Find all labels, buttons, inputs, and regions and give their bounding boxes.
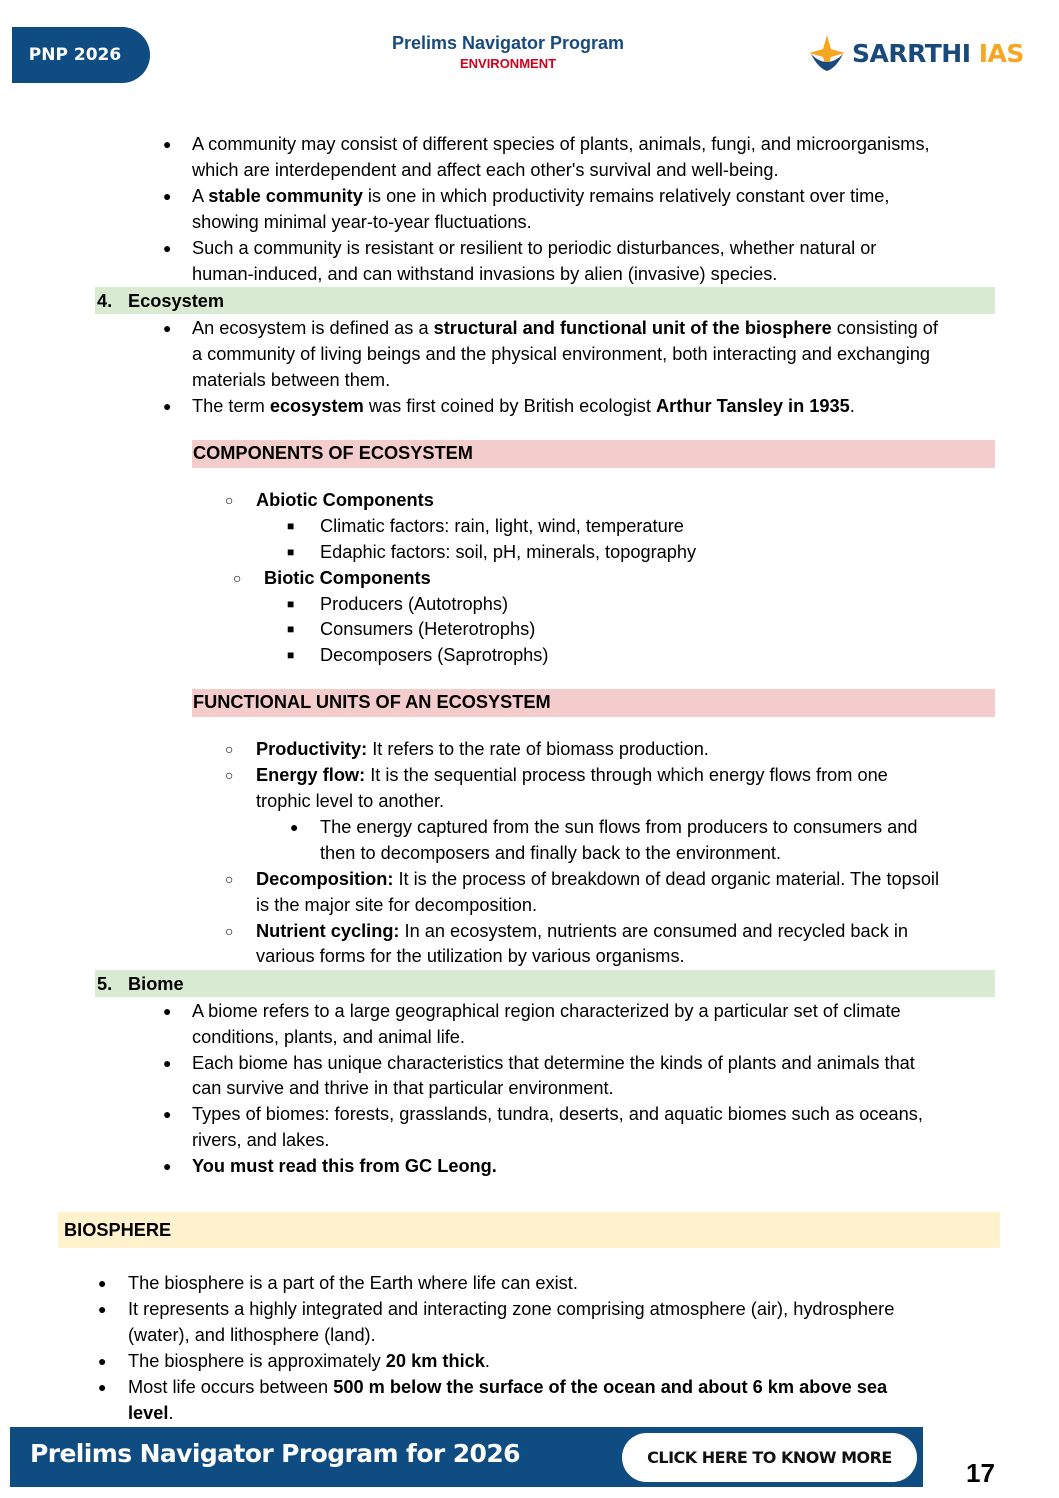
list-item: Consumers (Heterotrophs) (320, 619, 536, 639)
list-item-cont: can survive and thrive in that particular environment. (192, 1078, 614, 1098)
list-item: Most life occurs between 500 m below the surface of the ocean and about 6 km above sea (128, 1377, 888, 1397)
bullet-icon: ● (98, 1353, 107, 1369)
list-item: Productivity: It refers to the rate of biomass production. (256, 739, 709, 759)
bullet-icon: ● (163, 1106, 172, 1122)
list-item: Each biome has unique characteristics that determine the kinds of plants and animals that (192, 1053, 915, 1073)
biome-number: 5. (97, 974, 113, 994)
gc-leong-note: You must read this from GC Leong. (192, 1156, 497, 1176)
know-more-button[interactable]: CLICK HERE TO KNOW MORE (622, 1433, 917, 1482)
list-item-cont: showing minimal year-to-year fluctuations. (192, 212, 532, 232)
list-item: Such a community is resistant or resilient to periodic disturbances, whether natural or (192, 238, 877, 258)
list-item-cont: various forms for the utilization by various organisms. (256, 946, 685, 966)
biosphere-heading-band (58, 1212, 1000, 1248)
badge-text: PNP 2026 (28, 45, 122, 65)
bullet-icon: ● (163, 136, 172, 152)
list-item-cont: conditions, plants, and animal life. (192, 1027, 465, 1047)
ecosystem-number: 4. (97, 291, 113, 311)
components-heading: COMPONENTS OF ECOSYSTEM (193, 443, 473, 463)
list-item: The biosphere is approximately 20 km thick. (128, 1351, 490, 1371)
star-logo-icon (808, 34, 846, 72)
biome-heading-band (95, 970, 995, 997)
bullet-icon: ● (98, 1301, 107, 1317)
circle-bullet-icon: ○ (225, 923, 234, 939)
list-item-cont: materials between them. (192, 370, 391, 390)
biotic-label: Biotic Components (264, 568, 431, 588)
list-item: It represents a highly integrated and interacting zone comprising atmosphere (air), hydrosphere (128, 1299, 895, 1319)
logo-main-text: SARRTHI (852, 38, 971, 68)
list-item: Energy flow: It is the sequential process through which energy flows from one (256, 765, 888, 785)
list-item: The term ecosystem was first coined by British ecologist Arthur Tansley in 1935. (192, 396, 855, 416)
list-item: A biome refers to a large geographical region characterized by a particular set of climate (192, 1001, 901, 1021)
list-item-cont: (water), and lithosphere (land). (128, 1325, 376, 1345)
square-bullet-icon: ■ (287, 545, 295, 559)
list-item: Types of biomes: forests, grasslands, tundra, deserts, and aquatic biomes such as oceans, (192, 1104, 923, 1124)
square-bullet-icon: ■ (287, 597, 295, 611)
list-item: An ecosystem is defined as a structural and functional unit of the biosphere consisting of (192, 318, 938, 338)
list-item: Climatic factors: rain, light, wind, temperature (320, 516, 684, 536)
circle-bullet-icon: ○ (225, 871, 234, 887)
list-item: A stable community is one in which productivity remains relatively constant over time, (192, 186, 890, 206)
circle-bullet-icon: ○ (225, 767, 234, 783)
list-item-cont: level. (128, 1403, 174, 1423)
list-item-cont: rivers, and lakes. (192, 1130, 330, 1150)
page-number: 17 (966, 1458, 995, 1488)
subject-title: ENVIRONMENT (459, 56, 557, 71)
banner-title: Prelims Navigator Program for 2026 (30, 1439, 520, 1468)
biosphere-heading: BIOSPHERE (64, 1220, 172, 1240)
list-item-cont: is the major site for decomposition. (256, 895, 538, 915)
list-item-cont: which are interdependent and affect each other's survival and well-being. (192, 160, 779, 180)
square-bullet-icon: ■ (287, 648, 295, 662)
ecosystem-heading: Ecosystem (128, 291, 225, 311)
ecosystem-heading-band (95, 287, 995, 314)
bullet-icon: ● (98, 1379, 107, 1395)
list-item-cont: then to decomposers and finally back to the environment. (320, 843, 782, 863)
bullet-icon: ● (163, 240, 172, 256)
list-item-cont: trophic level to another. (256, 791, 445, 811)
bullet-icon: ● (163, 320, 172, 336)
list-item: Decomposers (Saprotrophs) (320, 645, 549, 665)
program-title: Prelims Navigator Program (391, 33, 625, 53)
circle-bullet-icon: ○ (225, 741, 234, 757)
list-item: A community may consist of different species of plants, animals, fungi, and microorganisms, (192, 134, 930, 154)
biome-heading: Biome (128, 974, 184, 994)
bullet-icon: ● (290, 819, 299, 835)
list-item: Producers (Autotrophs) (320, 594, 509, 614)
sarrthi-logo (808, 34, 1024, 72)
square-bullet-icon: ■ (287, 622, 295, 636)
bullet-icon: ● (163, 188, 172, 204)
bullet-icon: ● (163, 1003, 172, 1019)
bullet-icon: ● (163, 398, 172, 414)
square-bullet-icon: ■ (287, 519, 295, 533)
abiotic-label: Abiotic Components (256, 490, 434, 510)
list-item: The energy captured from the sun flows from producers to consumers and (320, 817, 918, 837)
list-item: Nutrient cycling: In an ecosystem, nutrients are consumed and recycled back in (256, 921, 909, 941)
circle-bullet-icon: ○ (225, 492, 234, 508)
list-item: Edaphic factors: soil, pH, minerals, topography (320, 542, 697, 562)
circle-bullet-icon: ○ (233, 570, 242, 586)
logo-accent-text: IAS (978, 38, 1024, 68)
promo-banner[interactable] (10, 1427, 923, 1487)
functional-heading: FUNCTIONAL UNITS OF AN ECOSYSTEM (193, 692, 551, 712)
bullet-icon: ● (163, 1158, 172, 1174)
bullet-icon: ● (98, 1275, 107, 1291)
bullet-icon: ● (163, 1055, 172, 1071)
list-item-cont: human-induced, and can withstand invasions by alien (invasive) species. (192, 264, 778, 284)
list-item: The biosphere is a part of the Earth where life can exist. (128, 1273, 578, 1293)
list-item: Decomposition: It is the process of breakdown of dead organic material. The topsoil (256, 869, 940, 889)
list-item-cont: a community of living beings and the physical environment, both interacting and exchanging (192, 344, 931, 364)
